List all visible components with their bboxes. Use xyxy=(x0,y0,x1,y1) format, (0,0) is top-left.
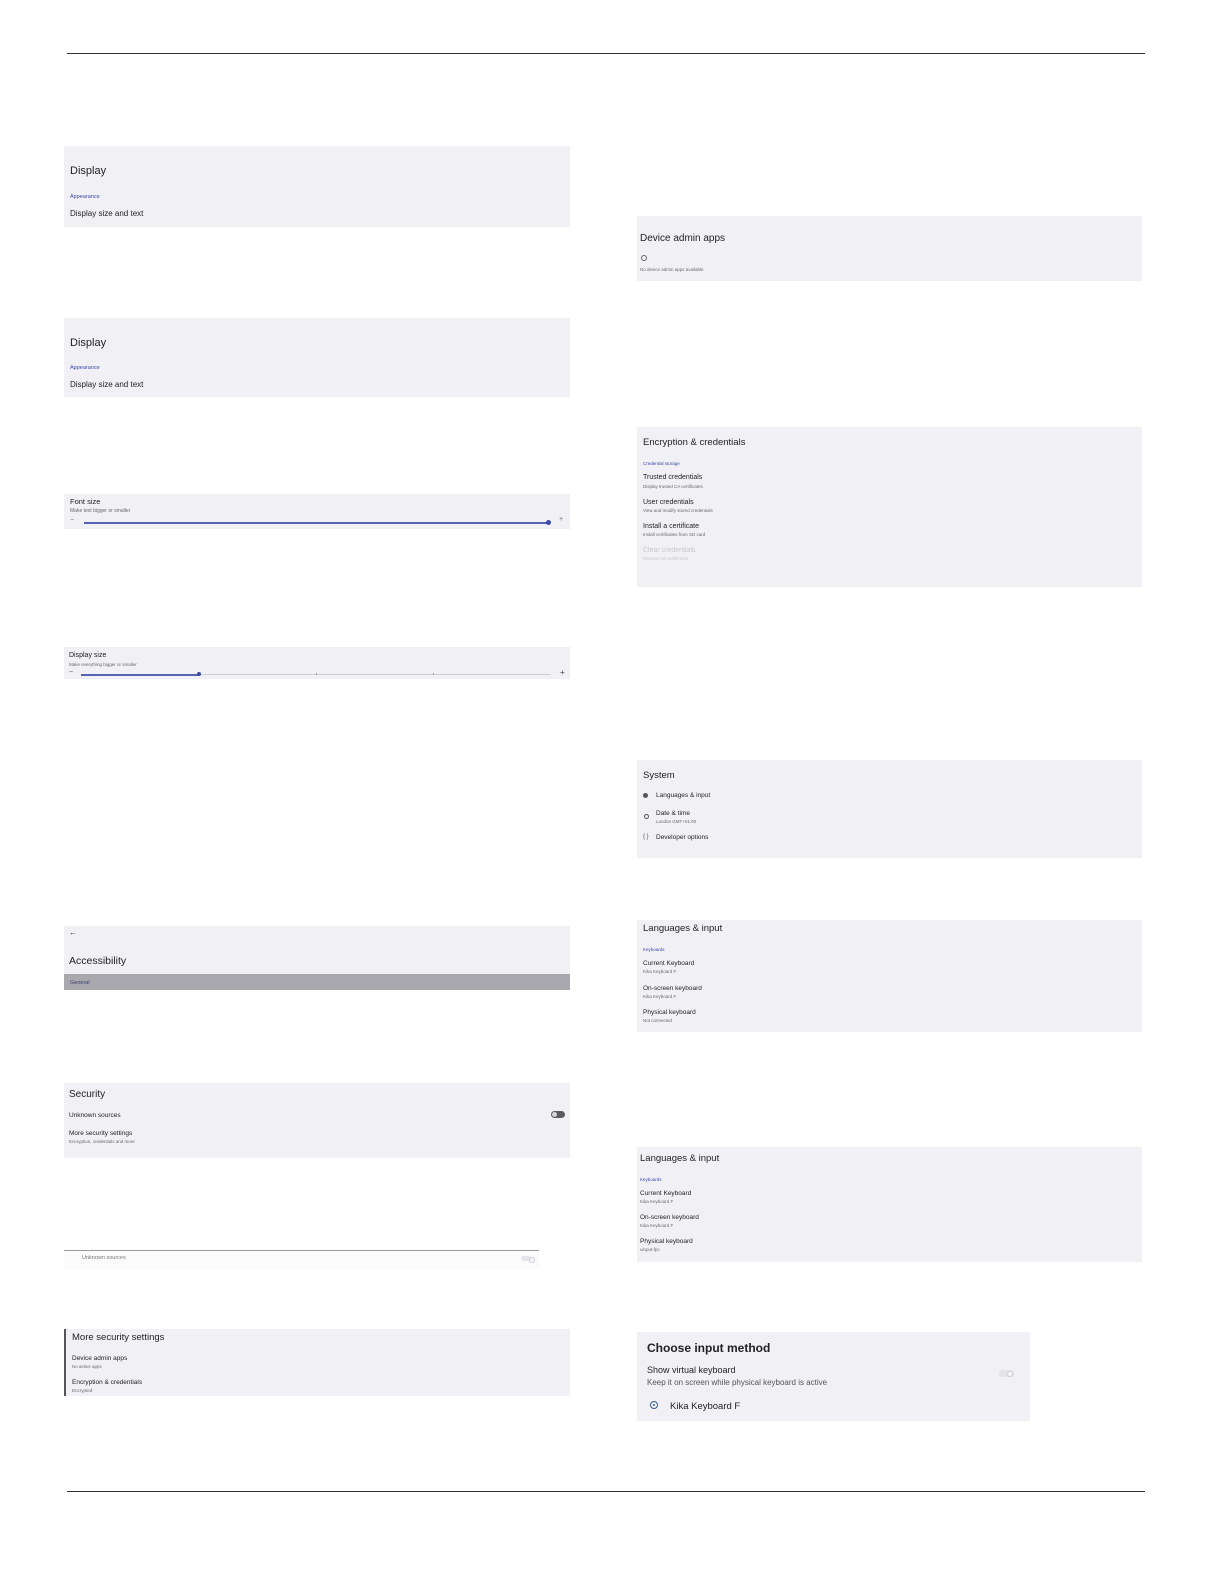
encryption-credentials-sub: Encrypted xyxy=(72,1388,93,1393)
category-label: Credential storage xyxy=(643,461,680,466)
more-security-settings-sub: Encryption, credentials and more xyxy=(69,1139,135,1144)
device-admin-apps-sub: No active apps xyxy=(72,1364,102,1369)
minus-icon[interactable]: − xyxy=(69,669,74,676)
top-rule xyxy=(67,53,1145,54)
display-size-title: Display size xyxy=(69,652,107,659)
minus-icon[interactable]: − xyxy=(70,517,75,524)
category-label: Keyboards xyxy=(640,1177,662,1182)
languages-input-item[interactable]: Languages & input xyxy=(656,792,711,799)
display-panel-2 xyxy=(64,318,570,397)
tick-mark xyxy=(433,673,434,675)
current-keyboard-item[interactable]: Current Keyboard xyxy=(640,1190,692,1197)
clock-icon xyxy=(644,814,649,819)
system-panel xyxy=(637,760,1142,858)
unknown-sources-label[interactable]: Unknown sources xyxy=(82,1255,126,1261)
device-admin-panel xyxy=(637,216,1142,281)
plus-icon[interactable]: + xyxy=(560,668,565,677)
show-virtual-keyboard-sub: Keep it on screen while physical keyboard is active xyxy=(647,1378,828,1387)
page-title: Display xyxy=(70,165,107,177)
encryption-credentials-item[interactable]: Encryption & credentials xyxy=(72,1379,143,1386)
physical-keyboard-item[interactable]: Physical keyboard xyxy=(640,1238,693,1245)
unknown-sources-toggle[interactable] xyxy=(521,1256,531,1261)
page-title: Security xyxy=(69,1089,106,1100)
on-screen-keyboard-item[interactable]: On-screen keyboard xyxy=(640,1214,699,1221)
font-size-panel xyxy=(64,494,570,529)
more-security-settings-item[interactable]: More security settings xyxy=(69,1130,133,1137)
accessibility-panel xyxy=(64,926,570,990)
install-certificate-item[interactable]: Install a certificate xyxy=(643,523,700,530)
page-title: Display xyxy=(70,337,107,349)
arrow-back-icon[interactable]: ← xyxy=(69,928,77,937)
trusted-credentials-sub: Display trusted CA certificates xyxy=(643,484,703,489)
physical-keyboard-sub: Not connected xyxy=(643,1018,673,1023)
page-title: Encryption & credentials xyxy=(643,437,746,448)
page-title: Languages & input xyxy=(640,1153,720,1164)
plus-icon[interactable]: + xyxy=(559,516,564,523)
info-icon xyxy=(641,255,647,261)
page-title: Languages & input xyxy=(643,923,723,934)
device-admin-apps-item[interactable]: Device admin apps xyxy=(72,1355,128,1362)
display-size-slider-thumb[interactable] xyxy=(197,672,201,676)
unknown-sources-toggle[interactable] xyxy=(551,1111,565,1118)
radio-selected-dot xyxy=(653,1404,655,1406)
radio-button[interactable] xyxy=(650,1401,658,1409)
display-panel-1 xyxy=(64,146,570,227)
more-security-panel xyxy=(64,1329,570,1396)
user-credentials-item[interactable]: User credentials xyxy=(643,499,694,506)
on-screen-keyboard-sub: Kika Keyboard F xyxy=(640,1223,674,1228)
languages-input-panel-2 xyxy=(637,1147,1142,1262)
display-size-fill xyxy=(81,674,199,676)
category-label: Keyboards xyxy=(643,947,665,952)
unknown-sources-label[interactable]: Unknown sources xyxy=(69,1112,121,1119)
font-size-fill xyxy=(84,522,548,524)
code-braces-icon: { } xyxy=(643,834,649,840)
page-title: Device admin apps xyxy=(640,233,726,244)
clear-credentials-sub: Remove all certificates xyxy=(643,556,689,561)
page-title: System xyxy=(643,770,675,781)
empty-state-text: No device admin apps available xyxy=(640,267,704,272)
tick-mark xyxy=(316,673,317,675)
languages-input-panel-1 xyxy=(637,920,1142,1032)
bottom-rule xyxy=(67,1491,1145,1492)
show-virtual-keyboard-label[interactable]: Show virtual keyboard xyxy=(647,1365,736,1375)
user-credentials-sub: View and modify stored credentials xyxy=(643,508,713,513)
date-time-sub: London GMT+01:00 xyxy=(656,819,697,824)
on-screen-keyboard-item[interactable]: On-screen keyboard xyxy=(643,985,702,992)
current-keyboard-sub: Kika Keyboard F xyxy=(643,969,677,974)
font-size-subtitle: Make text bigger or smaller xyxy=(70,508,131,514)
selected-category-row[interactable] xyxy=(64,974,570,990)
category-label: General xyxy=(70,980,90,986)
unknown-sources-strip xyxy=(64,1250,539,1269)
on-screen-keyboard-sub: Kika Keyboard F xyxy=(643,994,677,999)
security-panel xyxy=(64,1083,570,1158)
physical-keyboard-sub: uinput-fpc xyxy=(640,1247,660,1252)
install-certificate-sub: Install certificates from SD card xyxy=(643,532,706,537)
choose-input-method-dialog xyxy=(637,1332,1030,1421)
category-label: Appearance xyxy=(70,194,100,200)
current-keyboard-item[interactable]: Current Keyboard xyxy=(643,960,695,967)
current-keyboard-sub: Kika Keyboard F xyxy=(640,1199,674,1204)
dialog-title: Choose input method xyxy=(647,1341,771,1355)
show-virtual-keyboard-toggle[interactable] xyxy=(999,1370,1014,1377)
font-size-slider-thumb[interactable] xyxy=(546,520,551,525)
kika-keyboard-option[interactable]: Kika Keyboard F xyxy=(670,1401,741,1412)
physical-keyboard-item[interactable]: Physical keyboard xyxy=(643,1009,696,1016)
clear-credentials-item: Clear credentials xyxy=(643,547,696,554)
display-size-panel xyxy=(64,647,570,679)
display-size-and-text-item[interactable]: Display size and text xyxy=(70,209,144,218)
font-size-title: Font size xyxy=(70,497,101,506)
page-title: More security settings xyxy=(72,1332,165,1343)
page-title: Accessibility xyxy=(69,955,127,967)
display-size-and-text-item[interactable]: Display size and text xyxy=(70,380,144,389)
globe-icon xyxy=(643,793,648,798)
display-size-subtitle: Make everything bigger or smaller xyxy=(69,662,137,667)
trusted-credentials-item[interactable]: Trusted credentials xyxy=(643,474,703,481)
encryption-panel xyxy=(637,427,1142,587)
category-label: Appearance xyxy=(70,365,100,371)
developer-options-item[interactable]: Developer options xyxy=(656,834,709,841)
date-time-item[interactable]: Date & time xyxy=(656,810,690,817)
